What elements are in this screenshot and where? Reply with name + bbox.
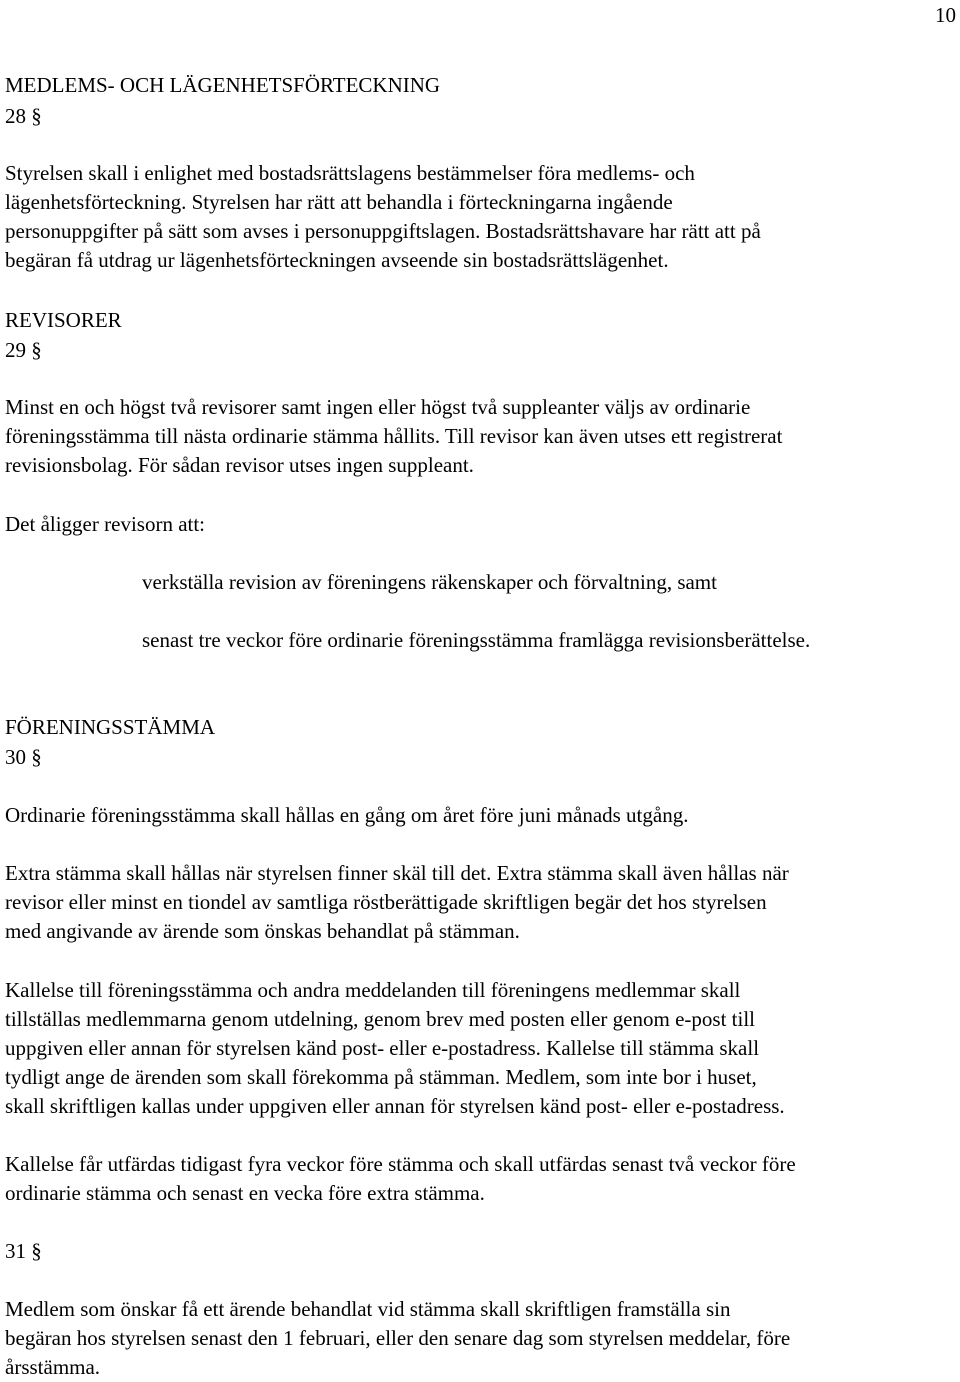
- text-line: föreningsstämma till nästa ordinarie stämma hållits. Till revisor kan även utses ett registrerat: [5, 424, 783, 448]
- page-number: 10: [935, 3, 956, 27]
- section-heading-medlemsforteckning: MEDLEMS- OCH LÄGENHETSFÖRTECKNING: [5, 73, 441, 97]
- text-line: Medlem som önskar få ett ärende behandlat vid stämma skall skriftligen framställa sin: [5, 1297, 731, 1321]
- section-30-paragraph-4: [5, 1150, 958, 1208]
- paragraph-number-29: 29 §: [5, 338, 42, 362]
- text-line: lägenhetsförteckning. Styrelsen har rätt att behandla i förteckningarna ingående: [5, 190, 673, 214]
- text-line: årsstämma.: [5, 1355, 101, 1379]
- section-heading-revisorer: REVISORER: [5, 308, 122, 332]
- text-line: begäran hos styrelsen senast den 1 februari, eller den senare dag som styrelsen meddelar, före: [5, 1326, 791, 1350]
- text-line: Styrelsen skall i enlighet med bostadsrättslagens bestämmelser föra medlems- och: [5, 161, 695, 185]
- paragraph-number-30: 30 §: [5, 745, 42, 769]
- text-line: revisionsbolag. För sådan revisor utses ingen suppleant.: [5, 453, 474, 477]
- paragraph-number-28: 28 §: [5, 104, 42, 128]
- section-heading-foreningsstamma: FÖRENINGSSTÄMMA: [5, 715, 216, 739]
- text-line: revisor eller minst en tiondel av samtliga röstberättigade skriftligen begär det hos styrelsen: [5, 890, 767, 914]
- text-line: Minst en och högst två revisorer samt ingen eller högst två suppleanter väljs av ordinarie: [5, 395, 751, 419]
- text-line: skall skriftligen kallas under uppgiven eller annan för styrelsen känd post- eller e-postadress.: [5, 1094, 785, 1118]
- text-line: med angivande av ärende som önskas behandlat på stämman.: [5, 919, 520, 943]
- duty-item: verkställa revision av föreningens räkenskaper och förvaltning, samt: [142, 570, 717, 594]
- text-line: Kallelse till föreningsstämma och andra meddelanden till föreningens medlemmar skall: [5, 978, 741, 1002]
- section-30-paragraph-1: Ordinarie föreningsstämma skall hållas en gång om året före juni månads utgång.: [5, 803, 689, 827]
- text-line: Extra stämma skall hållas när styrelsen finner skäl till det. Extra stämma skall även hållas när: [5, 861, 789, 885]
- text-line: begäran få utdrag ur lägenhetsförteckningen avseende sin bostadsrättslägenhet.: [5, 248, 669, 272]
- paragraph-number-31: 31 §: [5, 1239, 42, 1263]
- text-line: uppgiven eller annan för styrelsen känd post- eller e-postadress. Kallelse till stämma skall: [5, 1036, 760, 1060]
- text-line: tillställas medlemmarna genom utdelning, genom brev med posten eller genom e-post till: [5, 1007, 755, 1031]
- text-line: ordinarie stämma och senast en vecka före extra stämma.: [5, 1181, 485, 1205]
- duty-item: senast tre veckor före ordinarie föreningsstämma framlägga revisionsberättelse.: [142, 628, 811, 652]
- section-30-paragraph-2: [5, 859, 958, 946]
- text-line: Kallelse får utfärdas tidigast fyra veckor före stämma och skall utfärdas senast två veckor före: [5, 1152, 796, 1176]
- section-28-body: [5, 159, 958, 275]
- section-31-body: [5, 1295, 958, 1382]
- section-29-body: [5, 393, 958, 480]
- section-30-paragraph-3: [5, 976, 958, 1121]
- text-line: personuppgifter på sätt som avses i personuppgiftslagen. Bostadsrättshavare har rätt att på: [5, 219, 761, 243]
- text-line: tydligt ange de ärenden som skall förekomma på stämman. Medlem, som inte bor i huset,: [5, 1065, 757, 1089]
- duties-intro: Det åligger revisorn att:: [5, 512, 206, 536]
